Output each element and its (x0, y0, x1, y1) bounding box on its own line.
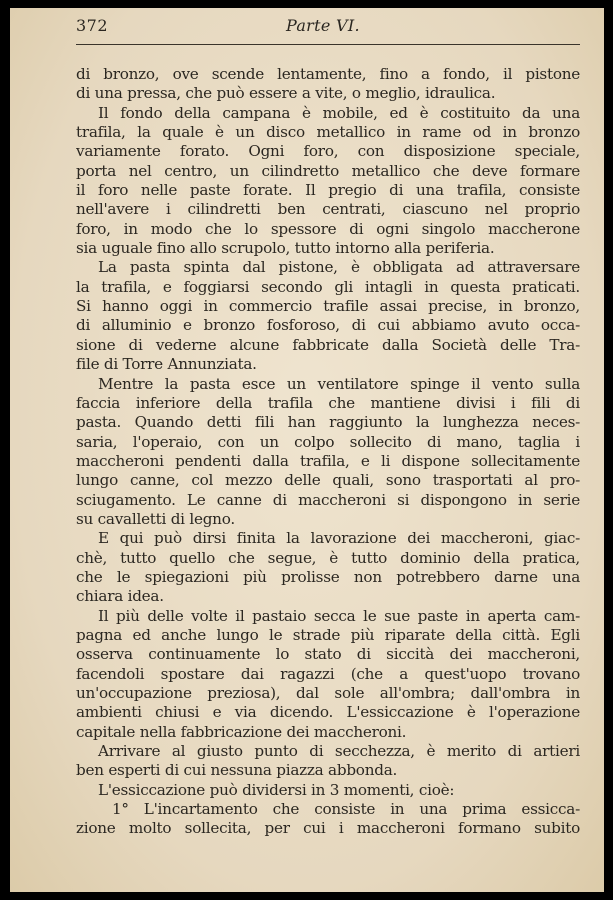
text-line: 1° L'incartamento che consiste in una prima essicca- (112, 800, 580, 819)
text-line: capitale nella fabbricazione dei maccheroni. (76, 722, 407, 741)
text-line: la trafila, e foggiarsi secondo gli intagli in questa praticati. (76, 277, 580, 296)
text-line: nell'avere i cilindretti ben centrati, ciascuno nel proprio (76, 200, 580, 219)
text-line: sciugamento. Le canne di maccheroni si dispongono in serie (76, 490, 580, 509)
text-line: un'occupazione preziosa), dal sole all'ombra; dall'ombra in (76, 684, 580, 702)
text-line: variamente forato. Ogni foro, con disposizione speciale, (76, 142, 580, 161)
text-line: Arrivare al giusto punto di secchezza, è merito di artieri (98, 742, 580, 761)
text-line: saria, l'operaio, con un colpo sollecito di mano, taglia i (76, 432, 580, 451)
text-line: Mentre la pasta esce un ventilatore spinge il vento sulla (98, 374, 580, 393)
text-line: che le spiegazioni più prolisse non potrebbero darne una (76, 567, 580, 586)
text-line: maccheroni pendenti dalla trafila, e li dispone sollecitamente (76, 451, 580, 470)
text-line: trafila, la quale è un disco metallico in rame od in bronzo (76, 123, 580, 142)
page-number: 372 (76, 16, 109, 35)
text-line: chè, tutto quello che segue, è tutto dominio della pratica, (76, 548, 580, 567)
text-line: foro, in modo che lo spessore di ogni singolo maccherone (76, 219, 580, 238)
text-line: file di Torre Annunziata. (76, 355, 257, 374)
text-line: faccia inferiore della trafila che mantiene divisi i fili di (76, 393, 580, 412)
text-line: chiara idea. (76, 587, 164, 606)
text-line: pagna ed anche lungo le strade più riparate della città. Egli (76, 625, 580, 644)
text-line: di bronzo, ove scende lentamente, fino a fondo, il pistone (76, 65, 580, 83)
text-line: osserva continuamente lo stato di siccità dei maccheroni, (76, 645, 580, 664)
body-text (76, 65, 580, 839)
text-line: E qui può dirsi finita la lavorazione dei maccheroni, giac- (98, 529, 580, 548)
text-line: ambienti chiusi e via dicendo. L'essiccazione è l'operazione (76, 703, 580, 722)
text-line: Il più delle volte il pastaio secca le sue paste in aperta cam- (98, 606, 580, 625)
text-line: di una pressa, che può essere a vite, o meglio, idraulica. (76, 84, 496, 103)
text-line: il foro nelle paste forate. Il pregio di una trafila, consiste (76, 181, 580, 200)
text-line: La pasta spinta dal pistone, è obbligata ad attraversare (98, 258, 580, 277)
text-line: porta nel centro, un cilindretto metallico che deve formare (76, 161, 580, 180)
text-line: sione di vederne alcune fabbricate dalla Società delle Tra- (76, 335, 580, 354)
text-line: su cavalletti di legno. (76, 509, 235, 528)
text-line: L'essiccazione può dividersi in 3 momenti, cioè: (98, 780, 455, 799)
text-line: facendoli spostare dai ragazzi (che a quest'uopo trovano (76, 664, 580, 683)
text-line: Si hanno oggi in commercio trafile assai precise, in bronzo, (76, 297, 580, 316)
text-line: Il fondo della campana è mobile, ed è costituito da una (98, 103, 580, 122)
text-line: ben esperti di cui nessuna piazza abbonda. (76, 761, 398, 780)
text-line: zione molto sollecita, per cui i maccheroni formano subito (76, 819, 580, 838)
text-line: pasta. Quando detti fili han raggiunto la lunghezza neces- (76, 413, 580, 432)
book-page (10, 8, 604, 892)
header-rule (76, 44, 580, 45)
text-line: di alluminio e bronzo fosforoso, di cui abbiamo avuto occa- (76, 316, 580, 335)
page-header (76, 16, 576, 40)
running-title: Parte VI. (286, 16, 360, 35)
text-line: sia uguale fino allo scrupolo, tutto intorno alla periferia. (76, 239, 495, 258)
text-line: lungo canne, col mezzo delle quali, sono trasportati al pro- (76, 471, 580, 490)
